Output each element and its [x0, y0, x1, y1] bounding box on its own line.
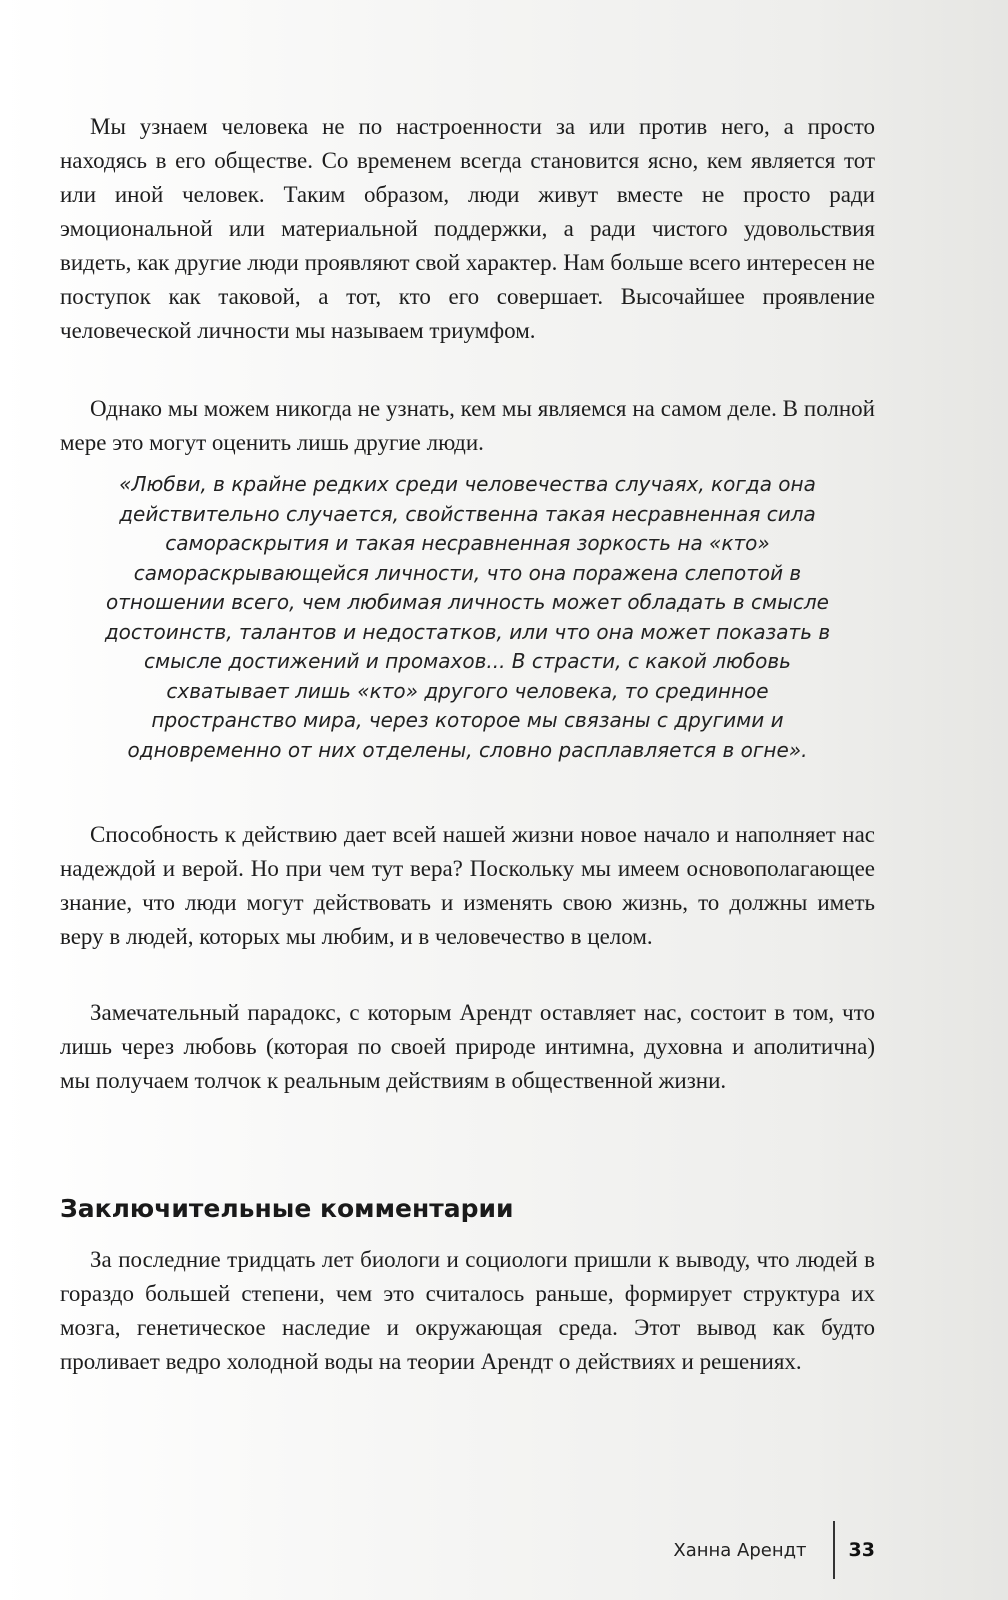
body-paragraph: Однако мы можем никогда не узнать, кем мы являемся на самом деле. В полной мере это могут оценить лишь другие люди. [60, 396, 875, 455]
body-paragraph: Замечательный парадокс, с которым Арендт оставляет нас, состоит в том, что лишь через любовь (которая по своей природе интимна, духовна и аполитична) мы получаем толчок к реальным действиям в общественной жизни. [60, 1000, 875, 1093]
block-quote: «Любви, в крайне редких среди человечества случаях, когда она действительно случается, свойственна такая несравненная сила самораскрытия и такая несравненная зоркость на «кто» самораскрывающейся личности, что она поражена слепотой в отношении всего, чем любимая личность может обладать в смысле достоинств, талантов и недостатков, или что она может показать в смысле достижений и промахов... В страсти, с какой любовь схватывает лишь «кто» другого человека, то срединное пространство мира, через которое мы связаны с другими и одновременно от них отделены, словно расплавляется в огне». [104, 472, 831, 762]
book-page [60, 100, 875, 1560]
body-paragraph: За последние тридцать лет биологи и социологи пришли к выводу, что людей в гораздо большей степени, чем это считалось раньше, формирует структура их мозга, генетическое наследие и окружающая среда. Этот вывод как будто проливает ведро холодной воды на теории Арендт о действиях и решениях. [60, 1247, 875, 1374]
page-footer [673, 1520, 875, 1580]
section-heading: Заключительные комментарии [60, 1194, 514, 1223]
body-paragraph: Способность к действию дает всей нашей жизни новое начало и наполняет нас надеждой и верой. Но при чем тут вера? Поскольку мы имеем основополагающее знание, что люди могут действовать и изменять свою жизнь, то должны иметь веру в людей, которых мы любим, и в человечество в целом. [60, 822, 875, 949]
footer-divider [833, 1521, 835, 1579]
running-title: Ханна Арендт [673, 1539, 807, 1561]
page-number: 33 [848, 1539, 875, 1561]
body-paragraph: Мы узнаем человека не по настроенности за или против него, а просто находясь в его обществе. Со временем всегда становится ясно, кем является тот или иной человек. Таким образом, люди живут вместе не просто ради эмоциональной или материальной поддержки, а ради чистого удовольствия видеть, как другие люди проявляют свой характер. Нам больше всего интересен не поступок как таковой, а тот, кто его совершает. Высочайшее проявление человеческой личности мы называем триумфом. [60, 114, 875, 343]
